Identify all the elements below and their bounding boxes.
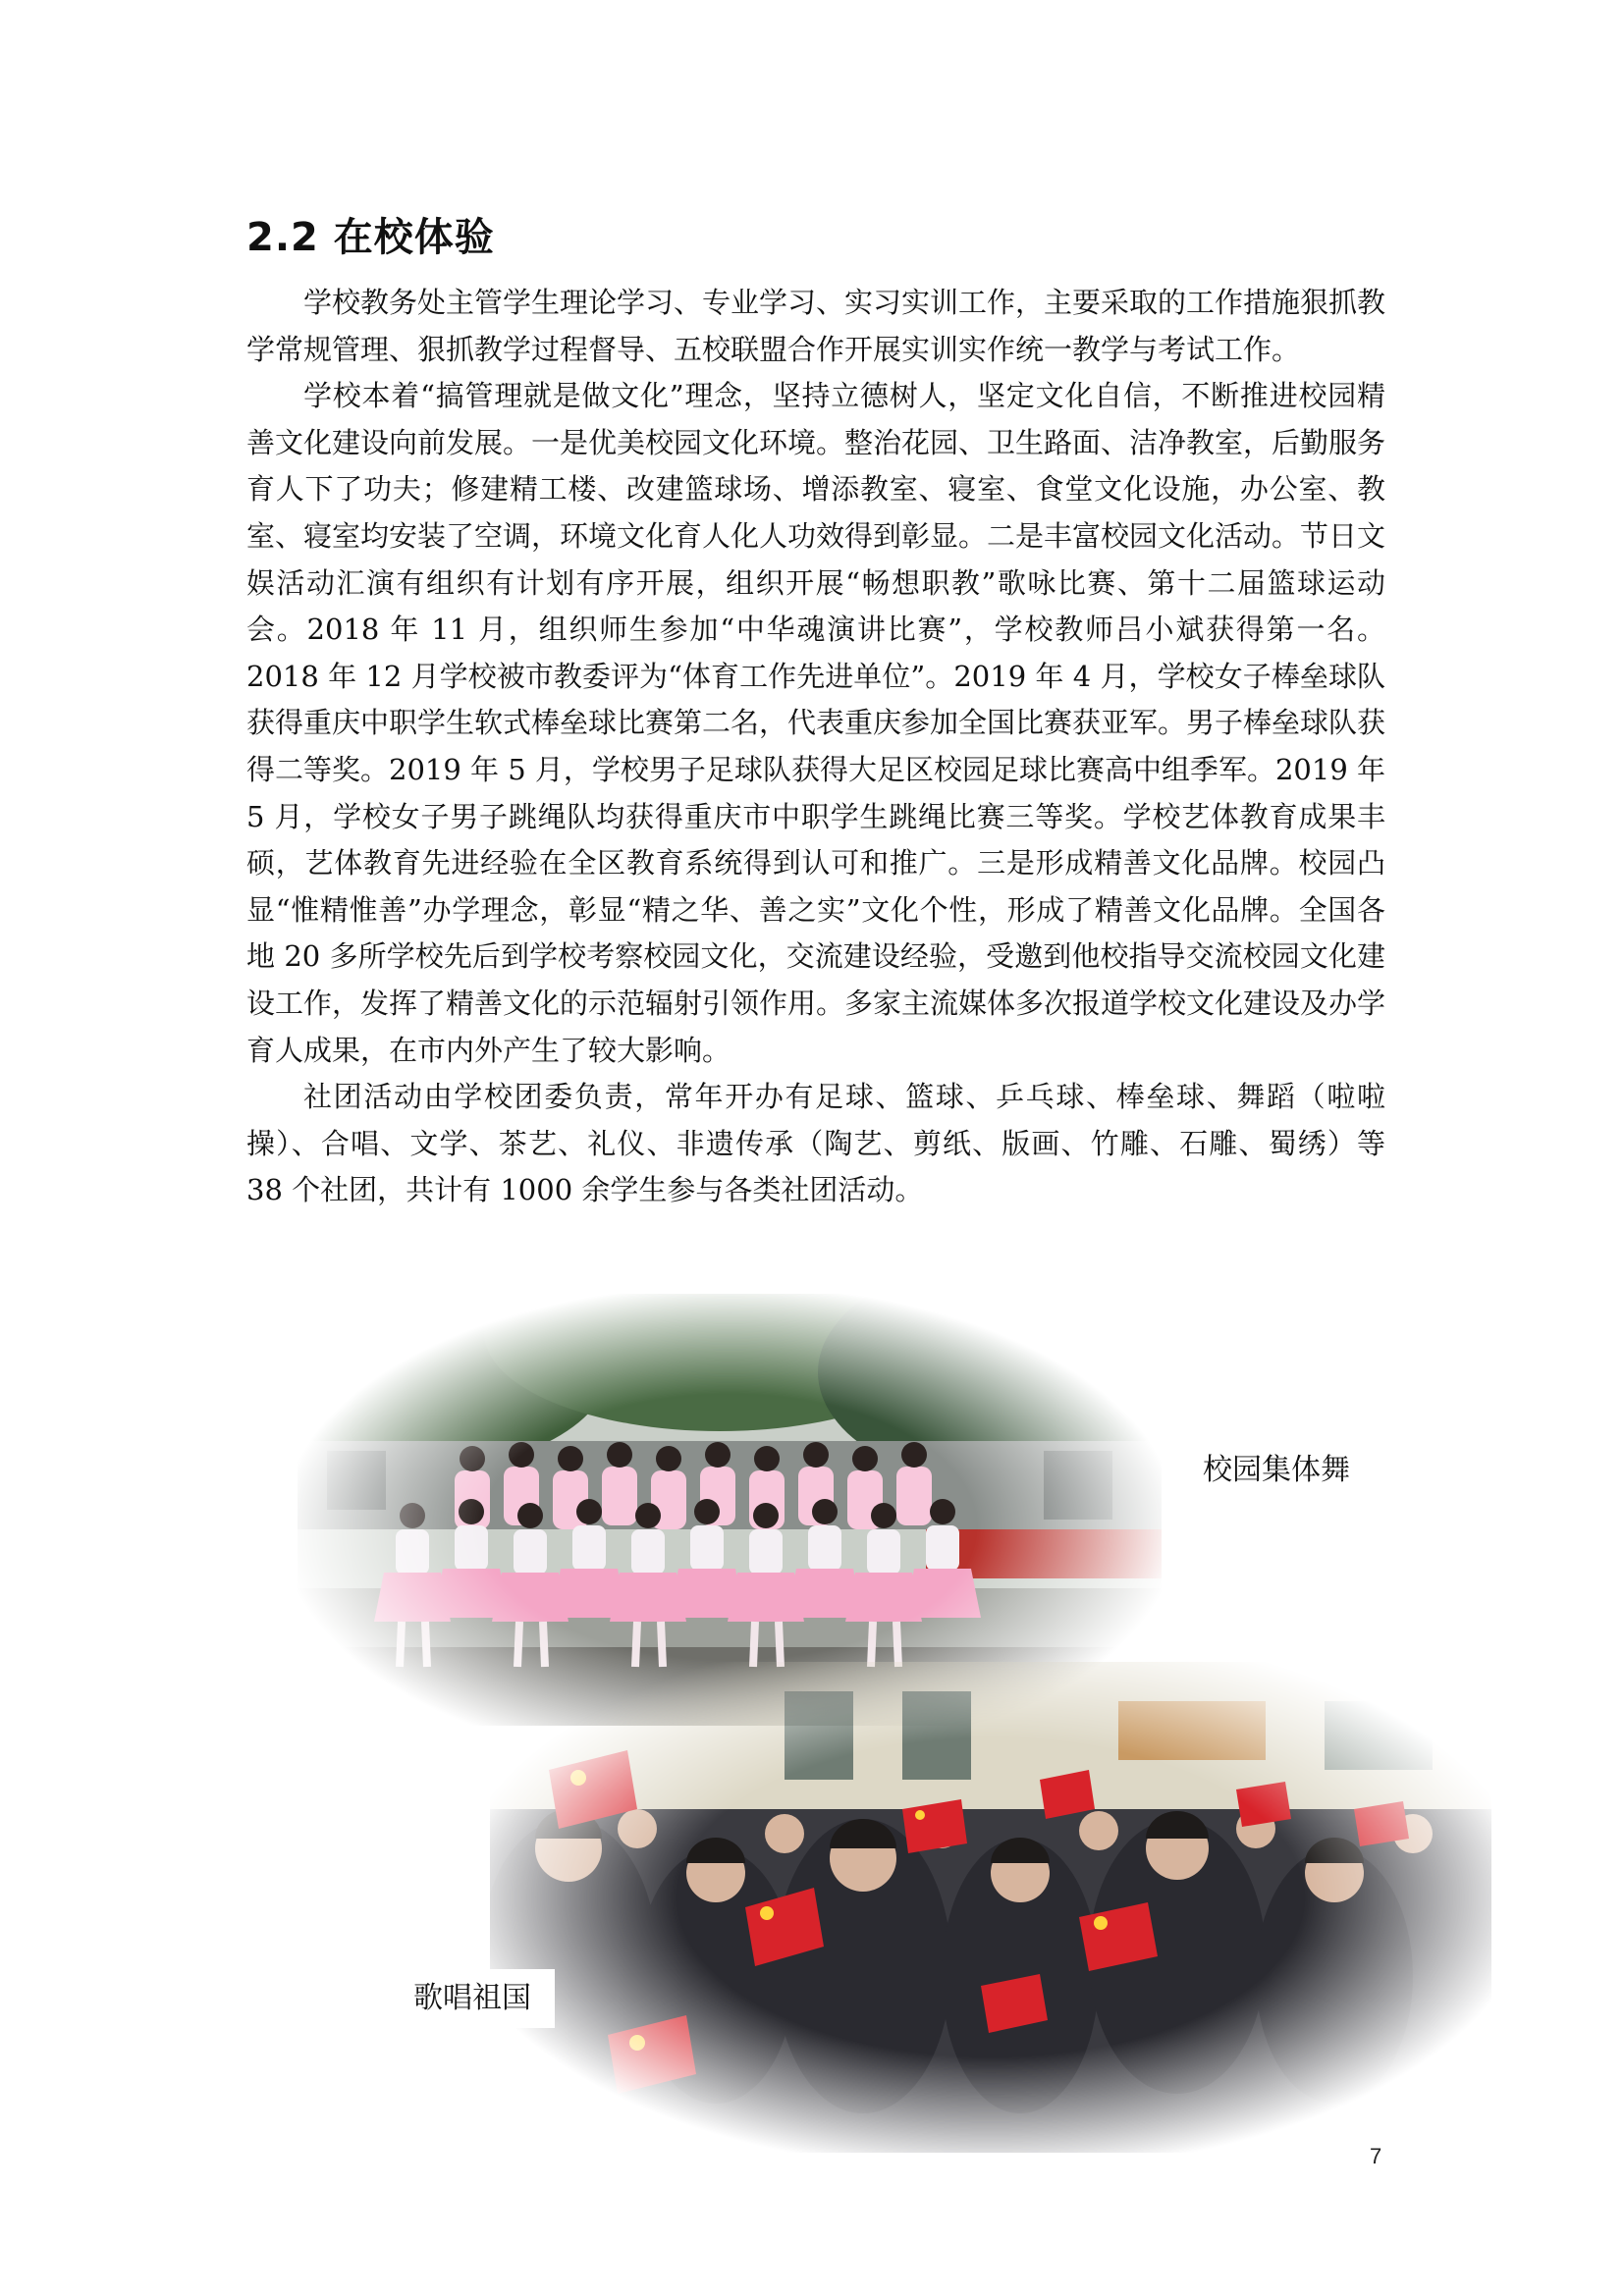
group-dance-photo [298, 1294, 1162, 1726]
paragraph-teaching: 学校教务处主管学生理论学习、专业学习、实习实训工作，主要采取的工作措施狠抓教学常规管理、狠抓教学过程督导、五校联盟合作开展实训实作统一教学与考试工作。 [246, 286, 1386, 366]
paragraph-culture: 学校本着“搞管理就是做文化”理念，坚持立德树人，坚定文化自信，不断推进校园精善文化建设向前发展。一是优美校园文化环境。整治花园、卫生路面、洁净教室，后勤服务育人下了功夫；修建精工楼、改建篮球场、增添教室、寝室、食堂文化设施，办公室、教室、寝室均安装了空调，环境文化育人化人功效得到彰显。二是丰富校园文化活动。节日文娱活动汇演有组织有计划有序开展，组织开展“畅想职教”歌咏比赛、第十二届篮球运动会。2018 年 11 月，组织师生参加“中华魂演讲比赛”，学校教师吕小斌获得第一名。2018 年 12 月学校被市教委评为“体育工作先进单位”。2019 年 4 月，学校女子棒垒球队获得重庆中职学生软式棒垒球比赛第二名，代表重庆参加全国比赛获亚军。男子棒垒球队获得二等奖。2019 年 5 月，学校男子足球队获得大足区校园足球比赛高中组季军。2019 年 5 月，学校女子男子跳绳队均获得重庆市中职学生跳绳比赛三等奖。学校艺体教育成果丰硕，艺体教育先进经验在全区教育系统得到认可和推广。三是形成精善文化品牌。校园凸显“惟精惟善”办学理念，彰显“精之华、善之实”文化个性，形成了精善文化品牌。全国各地 20 多所学校先后到学校考察校园文化，交流建设经验，受邀到他校指导交流校园文化建设工作，发挥了精善文化的示范辐射引领作用。多家主流媒体多次报道学校文化建设及办学育人成果，在市内外产生了较大影响。 [246, 379, 1386, 1067]
singing-photo [490, 1662, 1491, 2153]
photo-collage [246, 1294, 1493, 2158]
body-text [246, 280, 1385, 1214]
singing-image [490, 1662, 1491, 2153]
page-number: 7 [1370, 2144, 1382, 2168]
dance-caption: 校园集体舞 [1179, 1441, 1374, 1500]
group-dance-image [298, 1294, 1162, 1726]
section-heading: 2.2 在校体验 [246, 215, 495, 260]
paragraph-clubs: 社团活动由学校团委负责，常年开办有足球、篮球、乒乓球、棒垒球、舞蹈（啦啦操）、合唱、文学、茶艺、礼仪、非遗传承（陶艺、剪纸、版画、竹雕、石雕、蜀绣）等 38 个社团，共计有 1000 余学生参与各类社团活动。 [246, 1080, 1385, 1207]
singing-caption: 歌唱祖国 [390, 1969, 555, 2028]
